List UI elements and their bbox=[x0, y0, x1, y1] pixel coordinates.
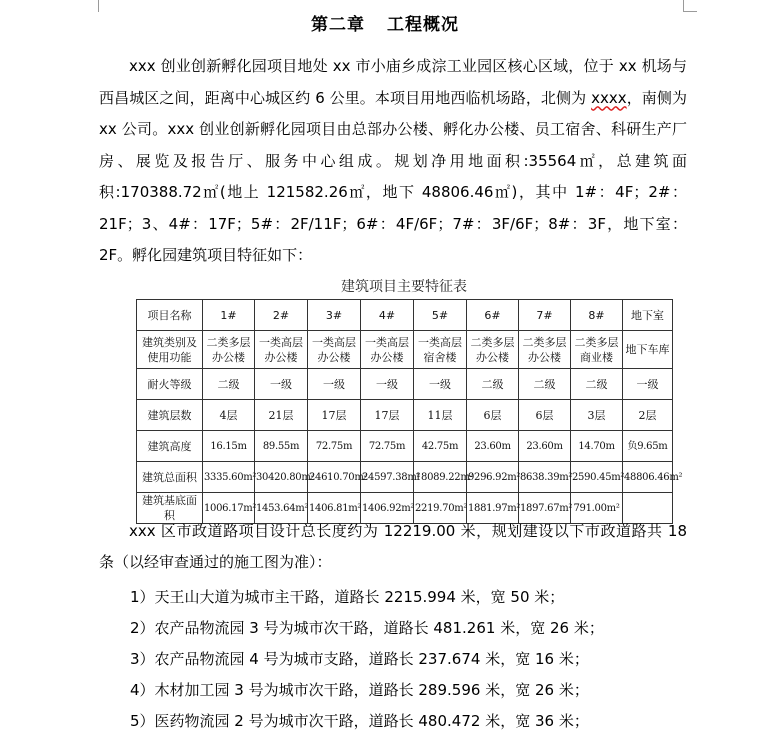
column-header-cell: 5# bbox=[414, 300, 467, 331]
column-header-cell: 1# bbox=[203, 300, 255, 331]
table-cell: 二级 bbox=[203, 369, 255, 400]
row-label-cell: 建筑高度 bbox=[137, 431, 203, 462]
table-cell: 21层 bbox=[255, 400, 308, 431]
row-label-cell: 建筑类别及使用功能 bbox=[137, 331, 203, 369]
table-cell: 17层 bbox=[361, 400, 414, 431]
row-label-cell: 项目名称 bbox=[137, 300, 203, 331]
column-header-cell: 3# bbox=[308, 300, 361, 331]
table-cell: 二级 bbox=[467, 369, 519, 400]
table-cell: 一级 bbox=[308, 369, 361, 400]
column-header-cell: 2# bbox=[255, 300, 308, 331]
table-row bbox=[137, 331, 673, 369]
table-cell: 16.15m bbox=[203, 431, 255, 462]
table-cell: 30420.80m² bbox=[255, 462, 308, 493]
row-label-cell: 建筑总面积 bbox=[137, 462, 203, 493]
table-cell: 11层 bbox=[414, 400, 467, 431]
table-cell: 3335.60m² bbox=[203, 462, 255, 493]
table-cell: 89.55m bbox=[255, 431, 308, 462]
table-cell: 二类多层办公楼 bbox=[519, 331, 571, 369]
column-header-cell: 8# bbox=[571, 300, 623, 331]
table-cell: 1406.92m² bbox=[361, 493, 414, 524]
road-list-item: 3）农产品物流园 4 号为城市支路，道路长 237.674 米，宽 16 米； bbox=[130, 650, 589, 668]
table-cell: 一类高层宿舍楼 bbox=[414, 331, 467, 369]
table-cell: 二级 bbox=[571, 369, 623, 400]
table-caption: 建筑项目主要特征表 bbox=[341, 279, 467, 295]
row-label-cell: 耐火等级 bbox=[137, 369, 203, 400]
table-cell: 一类高层办公楼 bbox=[308, 331, 361, 369]
table-cell: 1006.17m² bbox=[203, 493, 255, 524]
table-cell: 一级 bbox=[361, 369, 414, 400]
table-header-row bbox=[137, 300, 673, 331]
table-cell: 14.70m bbox=[571, 431, 623, 462]
column-header-cell: 7# bbox=[519, 300, 571, 331]
table-cell: 一类高层办公楼 bbox=[361, 331, 414, 369]
table-cell: 23.60m bbox=[519, 431, 571, 462]
road-list-item: 4）木材加工园 3 号为城市次干路，道路长 289.596 米，宽 26 米； bbox=[130, 681, 589, 699]
table-cell: 4层 bbox=[203, 400, 255, 431]
table-row bbox=[137, 462, 673, 493]
table-cell: 2590.45m² bbox=[571, 462, 623, 493]
table-cell: 2层 bbox=[623, 400, 673, 431]
table-row bbox=[137, 369, 673, 400]
road-list-item: 5）医药物流园 2 号为城市次干路，道路长 480.472 米，宽 36 米； bbox=[130, 712, 589, 730]
column-header-cell: 6# bbox=[467, 300, 519, 331]
table-cell: 一类高层办公楼 bbox=[255, 331, 308, 369]
table-cell: 48806.46m² bbox=[623, 462, 673, 493]
building-features-table bbox=[136, 299, 683, 524]
table-cell: 6层 bbox=[519, 400, 571, 431]
table-cell: 17层 bbox=[308, 400, 361, 431]
table-cell: 2219.70m² bbox=[414, 493, 467, 524]
row-label-cell: 建筑层数 bbox=[137, 400, 203, 431]
column-header-cell: 地下室 bbox=[623, 300, 673, 331]
table-cell: 9296.92m² bbox=[467, 462, 519, 493]
row-label-cell: 建筑基底面积 bbox=[137, 493, 203, 524]
chapter-number: 第二章 bbox=[311, 15, 365, 35]
table-cell: 二级 bbox=[519, 369, 571, 400]
table-cell: 一级 bbox=[623, 369, 673, 400]
table-cell: 24610.70m² bbox=[308, 462, 361, 493]
table-cell: 3层 bbox=[571, 400, 623, 431]
table-cell: 一级 bbox=[255, 369, 308, 400]
chapter-title bbox=[0, 10, 770, 35]
table-cell: 1453.64m² bbox=[255, 493, 308, 524]
table-cell: 8638.39m² bbox=[519, 462, 571, 493]
intro-paragraph[interactable] bbox=[99, 51, 687, 272]
table-cell: 6层 bbox=[467, 400, 519, 431]
table-cell: 二类多层办公楼 bbox=[203, 331, 255, 369]
table-cell: 地下车库 bbox=[623, 331, 673, 369]
table-cell: 24597.38m² bbox=[361, 462, 414, 493]
table-cell: 791.00m² bbox=[571, 493, 623, 524]
spellcheck-flagged-word[interactable]: xxxx bbox=[591, 88, 627, 107]
table-cell: 1881.97m² bbox=[467, 493, 519, 524]
column-header-cell: 4# bbox=[361, 300, 414, 331]
table-cell: 72.75m bbox=[308, 431, 361, 462]
chapter-name: 工程概况 bbox=[387, 15, 459, 35]
road-list-item: 2）农产品物流园 3 号为城市次干路，道路长 481.261 米，宽 26 米； bbox=[130, 619, 604, 637]
table-cell: 一级 bbox=[414, 369, 467, 400]
table-cell: 1897.67m² bbox=[519, 493, 571, 524]
intro-text-part2: ，南侧为 xx 公司。xxx 创业创新孵化园项目由总部办公楼、孵化办公楼、员工宿舍、科研生产厂房、展览及报告厅、服务中心组成。规划净用地面积:35564㎡，总建筑面积:170388.72㎡(地上 121582.26㎡，地下 48806.46㎡)，其中 1#：4F；2#：21F；3、4#：17F；5#：2F/11F；6#：4F/6F；7#：3F/6F；8#：3F，地下室：2F。孵化园建筑项目特征如下： bbox=[99, 88, 687, 264]
table-row bbox=[137, 400, 673, 431]
table-cell: 负9.65m bbox=[623, 431, 673, 462]
roads-paragraph[interactable]: xxx 区市政道路项目设计总长度约为 12219.00 米，规划建设以下市政道路共 18 条（以经审查通过的施工图为准）： bbox=[99, 522, 687, 571]
intro-text-part1: xxx 创业创新孵化园项目地处 xx 市小庙乡成淙工业园区核心区域，位于 xx 机场与西昌城区之间，距离中心城区约 6 公里。本项目用地西临机场路，北侧为 bbox=[99, 57, 687, 107]
road-list-item: 1）天王山大道为城市主干路，道路长 2215.994 米，宽 50 米； bbox=[130, 588, 565, 606]
table-row bbox=[137, 431, 673, 462]
table-cell: 二类多层办公楼 bbox=[467, 331, 519, 369]
table-cell: 72.75m bbox=[361, 431, 414, 462]
table-cell: 1406.81m² bbox=[308, 493, 361, 524]
table-cell: 二类多层商业楼 bbox=[571, 331, 623, 369]
table-cell: 42.75m bbox=[414, 431, 467, 462]
table-cell: 18089.22m² bbox=[414, 462, 467, 493]
table-cell: 23.60m bbox=[467, 431, 519, 462]
